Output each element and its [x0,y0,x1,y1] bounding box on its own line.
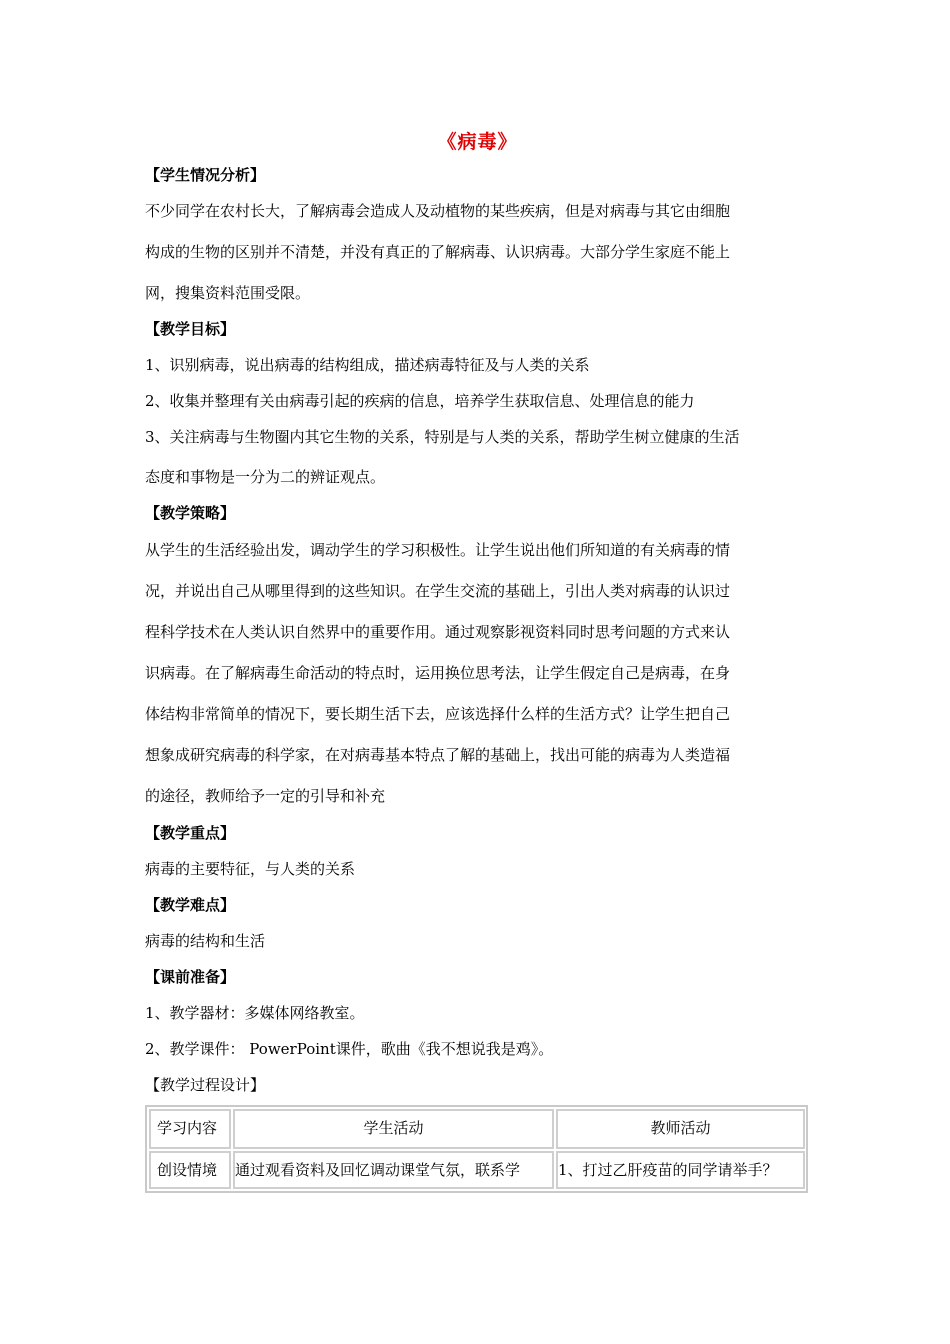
paragraph-line: 程科学技术在人类认识自然界中的重要作用。通过观察影视资料同时思考问题的方式来认 [145,623,731,641]
list-item-continued: 态度和事物是一分为二的辨证观点。 [145,468,386,486]
paragraph-line: 从学生的生活经验出发，调动学生的学习积极性。让学生说出他们所知道的有关病毒的情 [145,541,731,559]
paragraph-line: 识病毒。在了解病毒生命活动的特点时，运用换位思考法，让学生假定自己是病毒，在身 [145,664,731,682]
list-item: 3、关注病毒与生物圈内其它生物的关系，特别是与人类的关系，帮助学生树立健康的生活 [145,428,740,446]
paragraph-line: 的途径，教师给予一定的引导和补充 [145,787,386,805]
table-cell: 创设情境 [149,1151,231,1189]
paragraph-line: 不少同学在农村长大，了解病毒会造成人及动植物的某些疾病，但是对病毒与其它由细胞 [145,202,731,220]
paragraph-line: 病毒的主要特征，与人类的关系 [145,860,356,878]
paragraph-line: 病毒的结构和生活 [145,932,266,950]
paragraph-line: 想象成研究病毒的科学家，在对病毒基本特点了解的基础上，找出可能的病毒为人类造福 [145,746,731,764]
table-header-content: 学习内容 [149,1109,231,1149]
table-header-student-activity: 学生活动 [233,1109,554,1149]
paragraph-line: 构成的生物的区别并不清楚，并没有真正的了解病毒、认识病毒。大部分学生家庭不能上 [145,243,731,261]
paragraph-line: 体结构非常简单的情况下，要长期生活下去，应该选择什么样的生活方式？让学生把自己 [145,705,731,723]
list-item: 1、教学器材：多媒体网络教室。 [145,1004,365,1022]
list-item: 2、教学课件： PowerPoint课件，歌曲《我不想说我是鸡》。 [145,1040,554,1058]
list-item: 2、收集并整理有关由病毒引起的疾病的信息，培养学生获取信息、处理信息的能力 [145,392,695,410]
table-cell: 通过观看资料及回忆调动课堂气氛，联系学 [233,1151,554,1189]
heading-goals: 【教学目标】 [145,320,236,338]
paragraph-line: 况，并说出自己从哪里得到的这些知识。在学生交流的基础上，引出人类对病毒的认识过 [145,582,731,600]
heading-difficulties: 【教学难点】 [145,896,236,914]
heading-student-analysis: 【学生情况分析】 [145,166,266,184]
heading-strategy: 【教学策略】 [145,504,236,522]
heading-preparation: 【课前准备】 [145,968,236,986]
heading-key-points: 【教学重点】 [145,824,236,842]
paragraph-line: 网，搜集资料范围受限。 [145,284,311,302]
table-cell: 1、打过乙肝疫苗的同学请举手？ [556,1151,805,1189]
table-header-teacher-activity: 教师活动 [556,1109,805,1149]
list-item: 1、识别病毒，说出病毒的结构组成，描述病毒特征及与人类的关系 [145,356,590,374]
lesson-process-table [145,1105,808,1193]
document-title: 《病毒》 [437,131,518,153]
heading-process: 【教学过程设计】 [145,1076,266,1094]
